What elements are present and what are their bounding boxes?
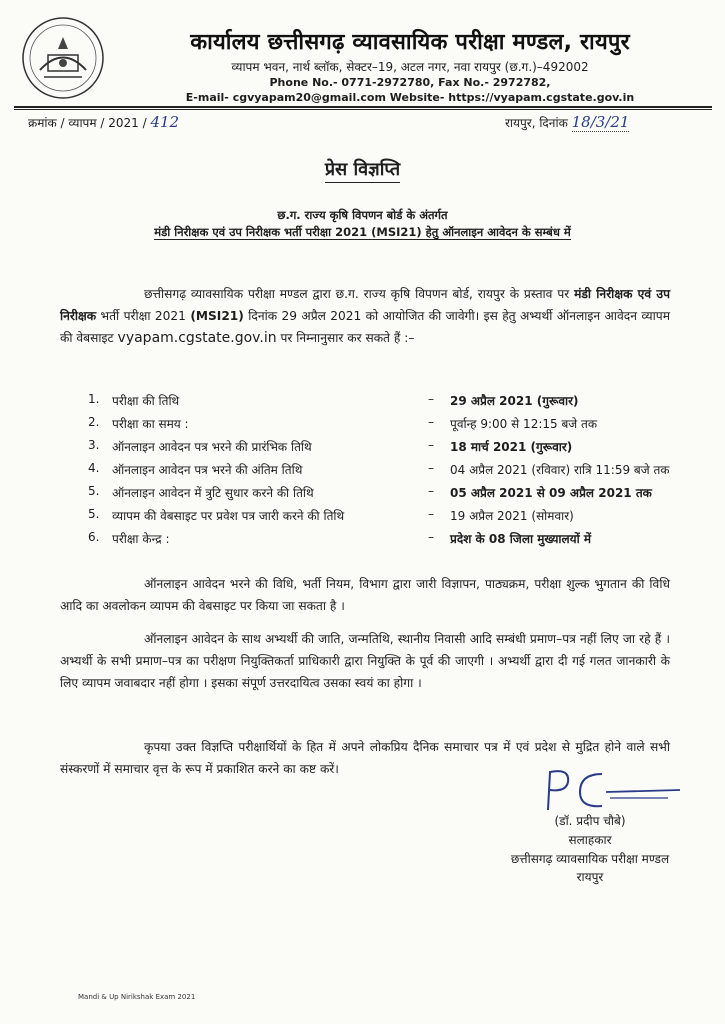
header-rule [14,106,712,108]
paragraph-application-method: ऑनलाइन आवेदन भरने की विधि, भर्ती नियम, विभाग द्वारा जारी विज्ञापन, पाठ्यक्रम, परीक्षा शुल्क भुगतान की विधि आदि का अवलोकन व्यापम की वेबसाइट पर किया जा सकता है । [60,577,670,613]
reference-handwritten-number: 412 [150,113,180,131]
paragraph-certificates: ऑनलाइन आवेदन के साथ अभ्यर्थी की जाति, जन्मतिथि, स्थानीय निवासी आदि सम्बंधी प्रमाण–पत्र नहीं लिए जा रहे हैं । अभ्यर्थी के सभी प्रमाण–पत्र का परीक्षण नियुक्तिकर्ता प्राधिकारी द्वारा नियुक्ति के पूर्व की जाएगी । अभ्यर्थी द्वारा दी गई गलत जानकारी के लिए व्यापम जवाबदार नहीं होगा । इसका संपूर्ण उत्तरदायित्व उसका स्वयं का होगा । [60,632,670,690]
office-address: व्यापम भवन, नार्थ ब्लॉक, सेक्टर–19, अटल नगर, नवा रायपुर (छ.ग.)–492002 [231,60,589,74]
intro-paragraph: छत्तीसगढ़ व्यावसायिक परीक्षा मण्डल द्वारा छ.ग. राज्य कृषि विपणन बोर्ड, रायपुर के प्रस्ताव पर मंडी निरीक्षक एवं उप निरीक्षक भर्ती परीक्षा 2021 (MSI21) दिनांक 29 अप्रैल 2021 को आयोजित की जावेगी। इस हेतु अभ्यर्थी ऑनलाइन आवेदन व्यापम की वेबसाइट vyapam.cgstate.gov.in पर निम्नानुसार कर सकते हैं :– [60,287,671,346]
handwritten-date: 18/3/21 [571,113,630,131]
subject-line-2: मंडी निरीक्षक एवं उप निरीक्षक भर्ती परीक्षा 2021 (MSI21) हेतु ऑनलाइन आवेदन के सम्बंध में [154,225,571,239]
header-rule-thin [14,109,712,110]
signatory-name: (डॉ. प्रदीप चौबे) [554,814,626,828]
reference-prefix: क्रमांक / व्यापम / 2021 / [28,116,147,130]
office-email: E-mail- cgvyapam20@gmail.com Website- https://vyapam.cgstate.gov.in [185,91,635,104]
press-release-heading: प्रेस विज्ञप्ति [0,157,725,181]
handwritten-signature [540,760,690,820]
exam-code: (MSI21) [190,309,244,323]
footer-note: Mandi & Up Nirikshak Exam 2021 [78,993,196,1001]
signatory-designation: सलाहकार [568,833,612,847]
document-page: कार्यालय छत्तीसगढ़ व्यावसायिक परीक्षा मण्डल, रायपुर व्यापम भवन, नार्थ ब्लॉक, सेक्टर–19, अटल नगर, नवा रायपुर (छ.ग.)–492002 Phone No.- 0771-2972780, Fax No.- 2972782, E-mail- cgvyapam20@gmail.com Website- https://vyapam.cgstate.gov.in क्रमांक / व्यापम / 2021 / 412 रायपुर, दिनांक 18/3/21 प्रेस विज्ञप्ति छ.ग. राज्य कृषि विपणन बोर्ड के अंतर्गत मंडी निरीक्षक एवं उप निरीक्षक भर्ती परीक्षा 2021 (MSI21) हेतु ऑनलाइन आवेदन के सम्बंध में छत्तीसगढ़ व्यावसायिक परीक्षा मण्डल द्वारा छ.ग. राज्य कृषि विपणन बोर्ड, रायपुर के प्रस्ताव पर मंडी निरीक्षक एवं उप निरीक्षक भर्ती परीक्षा 2021 (MSI21) दिनांक 29 अप्रैल 2021 को आयोजित की जावेगी। इस हेतु अभ्यर्थी ऑनलाइन आवेदन व्यापम की वेबसाइट vyapam.cgstate.gov.in पर निम्नानुसार कर सकते हैं :– 1. परीक्षा की तिथि – 29 अप्रैल 2021 (गुरूवार) 2. परीक्षा का समय : – पूर्वान्ह 9:00 से 12:15 बजे तक 3. ऑनलाइन आवेदन पत्र भरने की प्रारंभिक तिथि – 18 मार्च 2021 (गुरूवार) 4. ऑनलाइन आवेदन पत्र भरने की अंतिम तिथि – 04 अप्रैल 2021 (रविवार) रात्रि 11:59 बजे तक 5. ऑनलाइन आवेदन में त्रुटि सुधार करने की तिथि – 05 अप्रैल 2021 से 09 अप्रैल 2021 तक 5. व्यापम की वेबसाइट पर प्रवेश पत्र जारी करने की तिथि – 19 अप्रैल 2021 (सोमवार) 6. परीक्षा केन्द्र : – प्रदेश के 08 जिला मुख्यालयों में ऑनलाइन आवेदन भरने की विधि, भर्ती नियम, विभाग द्वारा जारी विज्ञापन, पाठ्यक्रम, परीक्षा शुल्क भुगतान की विधि आदि का अवलोकन व्यापम की वेबसाइट पर किया जा सकता है । ऑनलाइन आवेदन के साथ अभ्यर्थी की जाति, जन्मतिथि, स्थानीय निवासी आदि सम्बंधी प्रमाण–पत्र नहीं लिए जा रहे हैं । अभ्यर्थी के सभी प्रमाण–पत्र का परीक्षण नियुक्तिकर्ता प्राधिकारी द्वारा नियुक्ति के पूर्व की जाएगी । अभ्यर्थी द्वारा दी गई गलत जानकारी के लिए व्यापम जवाबदार नहीं होगा । इसका संपूर्ण उत्तरदायित्व उसका स्वयं का होगा । कृपया उक्त विज्ञप्ति परीक्षार्थियों के हित में अपने लोकप्रिय दैनिक समाचार पत्र में एवं प्रदेश से मुद्रित होने वाले सभी संस्करणों में समाचार वृत्त के रूप में प्रकाशित करने का कष्ट करें। (डॉ. प्रदीप चौबे) सलाहकार छत्तीसगढ़ व्यावसायिक परीक्षा मण्डल रायपुर Mandi & Up Nirikshak Exam 2021 [0,0,725,1024]
paragraph-publication-request: कृपया उक्त विज्ञप्ति परीक्षार्थियों के हित में अपने लोकप्रिय दैनिक समाचार पत्र में एवं प्रदेश से मुद्रित होने वाले सभी संस्करणों में समाचार वृत्त के रूप में प्रकाशित करने का कष्ट करें। [60,740,670,776]
signatory-city: रायपुर [576,870,604,884]
subject-line-1: छ.ग. राज्य कृषि विपणन बोर्ड के अंतर्गत [277,208,448,222]
website-link[interactable]: vyapam.cgstate.gov.in [117,330,277,346]
office-title: कार्यालय छत्तीसगढ़ व्यावसायिक परीक्षा मण्डल, रायपुर [190,30,630,55]
office-phone: Phone No.- 0771-2972780, Fax No.- 2972782, [269,76,551,89]
signatory-office: छत्तीसगढ़ व्यावसायिक परीक्षा मण्डल [510,852,670,866]
place-label: रायपुर, दिनांक [505,116,568,130]
place-date [505,113,629,131]
vyapam-logo [20,15,106,101]
reference-number [28,113,179,131]
post-name: मंडी निरीक्षक एवं उप निरीक्षक [60,287,671,323]
